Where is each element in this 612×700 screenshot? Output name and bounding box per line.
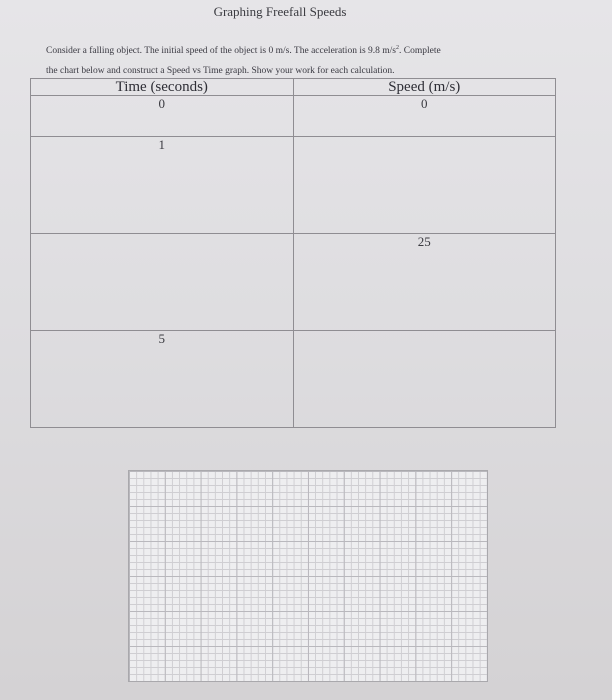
graph-paper-grid[interactable] xyxy=(128,470,488,682)
page-title: Graphing Freefall Speeds xyxy=(213,4,347,19)
speed-cell[interactable] xyxy=(293,331,556,428)
instructions-line1: Consider a falling object. The initial speed of the object is 0 m/s. The acceleration is 9.8 m/s xyxy=(46,46,397,57)
time-cell[interactable] xyxy=(31,234,294,331)
instructions-line2: the chart below and construct a Speed vs Time graph. Show your work for each calculation. xyxy=(46,66,395,77)
instructions xyxy=(46,38,576,81)
table-row xyxy=(31,331,556,428)
header-time: Time (seconds) xyxy=(31,79,294,96)
time-cell[interactable]: 5 xyxy=(31,331,294,428)
instructions-line1-end: . Complete xyxy=(399,46,441,57)
speed-cell[interactable]: 0 xyxy=(293,96,556,137)
time-cell[interactable]: 0 xyxy=(31,96,294,137)
speed-cell[interactable]: 25 xyxy=(293,234,556,331)
speed-cell[interactable] xyxy=(293,137,556,234)
header-speed: Speed (m/s) xyxy=(293,79,556,96)
table-row xyxy=(31,96,556,137)
table-row xyxy=(31,234,556,331)
instructions-superscript: 2 xyxy=(396,45,400,51)
table-row xyxy=(31,137,556,234)
speed-time-table xyxy=(30,78,556,428)
time-cell[interactable]: 1 xyxy=(31,137,294,234)
table-header-row xyxy=(31,79,556,96)
